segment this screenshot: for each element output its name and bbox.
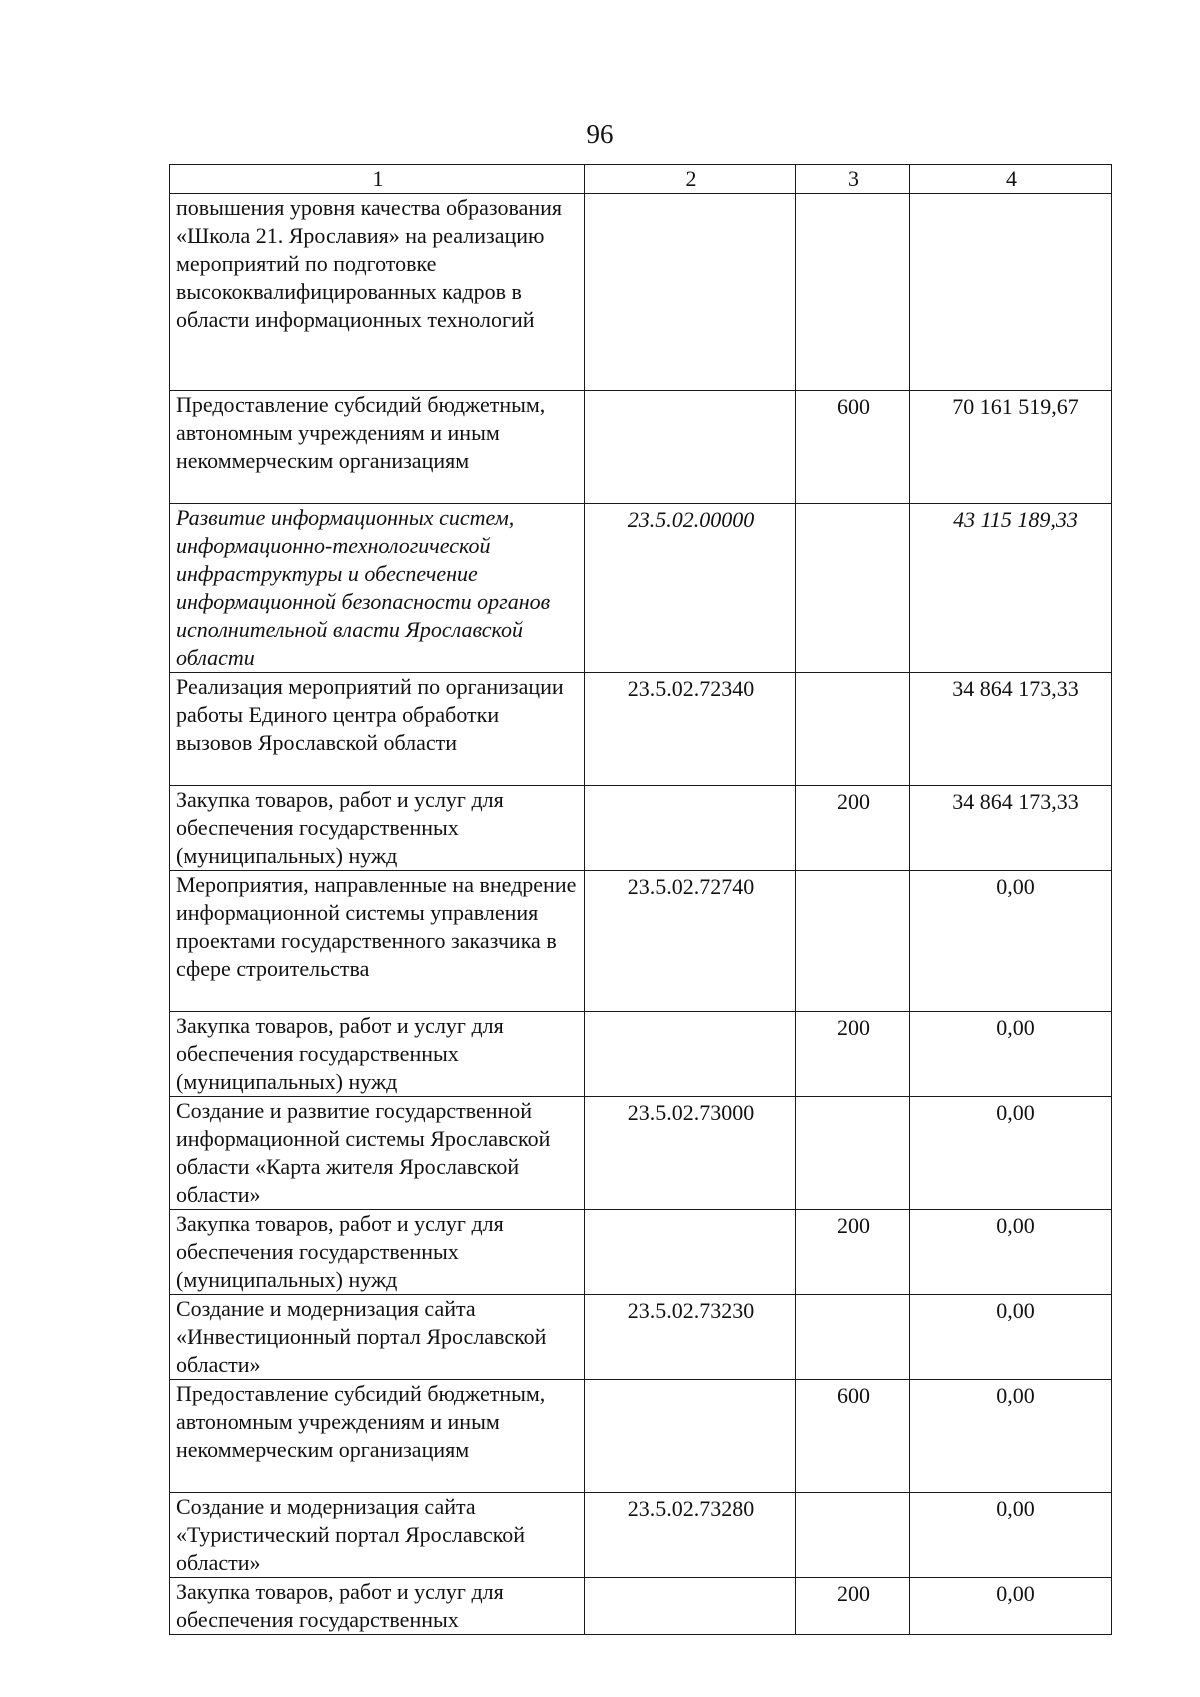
row-name: Развитие информационных систем, информационно-технологической инфраструктуры и обеспечение информационной безопасности органов исполнительной власти Ярославской области xyxy=(170,504,585,673)
row-name: Создание и развитие государственной информационной системы Ярославской области «Карта жителя Ярославской области» xyxy=(170,1097,585,1210)
row-amount: 0,00 xyxy=(910,1295,1112,1380)
row-code xyxy=(585,1012,796,1097)
table-row xyxy=(170,194,1112,391)
column-header-4: 4 xyxy=(910,165,1112,194)
budget-table xyxy=(169,164,1112,1635)
row-amount: 0,00 xyxy=(910,1210,1112,1295)
row-code: 23.5.02.72340 xyxy=(585,673,796,786)
table-row xyxy=(170,1295,1112,1380)
row-amount: 34 864 173,33 xyxy=(910,673,1112,786)
row-code xyxy=(585,786,796,871)
table-row xyxy=(170,504,1112,673)
row-code: 23.5.02.72740 xyxy=(585,871,796,1012)
row-type xyxy=(796,871,910,1012)
row-name: Предоставление субсидий бюджетным, автономным учреждениям и иным некоммерческим организациям xyxy=(170,391,585,504)
row-amount: 0,00 xyxy=(910,1578,1112,1635)
row-type xyxy=(796,1493,910,1578)
table-row xyxy=(170,786,1112,871)
column-header-1: 1 xyxy=(170,165,585,194)
row-amount: 0,00 xyxy=(910,1493,1112,1578)
row-amount xyxy=(910,194,1112,391)
row-type: 200 xyxy=(796,1578,910,1635)
row-code: 23.5.02.73230 xyxy=(585,1295,796,1380)
row-code: 23.5.02.73000 xyxy=(585,1097,796,1210)
row-type xyxy=(796,1097,910,1210)
row-amount: 0,00 xyxy=(910,1097,1112,1210)
row-type: 200 xyxy=(796,1210,910,1295)
table-row xyxy=(170,1493,1112,1578)
table-row xyxy=(170,1578,1112,1635)
row-name: Закупка товаров, работ и услуг для обеспечения государственных (муниципальных) нужд xyxy=(170,1210,585,1295)
row-name: Закупка товаров, работ и услуг для обеспечения государственных xyxy=(170,1578,585,1635)
table-row xyxy=(170,1012,1112,1097)
table-row xyxy=(170,1210,1112,1295)
row-code xyxy=(585,1380,796,1493)
row-code: 23.5.02.73280 xyxy=(585,1493,796,1578)
page-number: 96 xyxy=(586,119,614,149)
row-name: Создание и модернизация сайта «Инвестиционный портал Ярославской области» xyxy=(170,1295,585,1380)
column-header-2: 2 xyxy=(585,165,796,194)
row-name: Закупка товаров, работ и услуг для обеспечения государственных (муниципальных) нужд xyxy=(170,1012,585,1097)
row-name: Мероприятия, направленные на внедрение информационной системы управления проектами государственного заказчика в сфере строительства xyxy=(170,871,585,1012)
row-type xyxy=(796,673,910,786)
row-code xyxy=(585,194,796,391)
row-name: Реализация мероприятий по организации работы Единого центра обработки вызовов Ярославской области xyxy=(170,673,585,786)
column-header-3: 3 xyxy=(796,165,910,194)
table-row xyxy=(170,673,1112,786)
row-name: Создание и модернизация сайта «Туристический портал Ярославской области» xyxy=(170,1493,585,1578)
row-type: 600 xyxy=(796,1380,910,1493)
row-type xyxy=(796,504,910,673)
table-row xyxy=(170,871,1112,1012)
table-row xyxy=(170,1380,1112,1493)
row-type xyxy=(796,194,910,391)
row-name: Предоставление субсидий бюджетным, автономным учреждениям и иным некоммерческим организациям xyxy=(170,1380,585,1493)
row-amount: 70 161 519,67 xyxy=(910,391,1112,504)
row-code xyxy=(585,1578,796,1635)
column-number-header-row xyxy=(170,165,1112,194)
row-type xyxy=(796,1295,910,1380)
row-amount: 34 864 173,33 xyxy=(910,786,1112,871)
row-code xyxy=(585,391,796,504)
row-code: 23.5.02.00000 xyxy=(585,504,796,673)
row-type: 200 xyxy=(796,1012,910,1097)
row-code xyxy=(585,1210,796,1295)
table-row xyxy=(170,391,1112,504)
row-amount: 0,00 xyxy=(910,871,1112,1012)
row-name: Закупка товаров, работ и услуг для обеспечения государственных (муниципальных) нужд xyxy=(170,786,585,871)
row-type: 600 xyxy=(796,391,910,504)
row-amount: 0,00 xyxy=(910,1380,1112,1493)
row-amount: 0,00 xyxy=(910,1012,1112,1097)
table-row xyxy=(170,1097,1112,1210)
row-type: 200 xyxy=(796,786,910,871)
row-amount: 43 115 189,33 xyxy=(910,504,1112,673)
row-name: повышения уровня качества образования «Школа 21. Ярославия» на реализацию мероприятий по подготовке высококвалифицированных кадров в области информационных технологий xyxy=(170,194,585,391)
